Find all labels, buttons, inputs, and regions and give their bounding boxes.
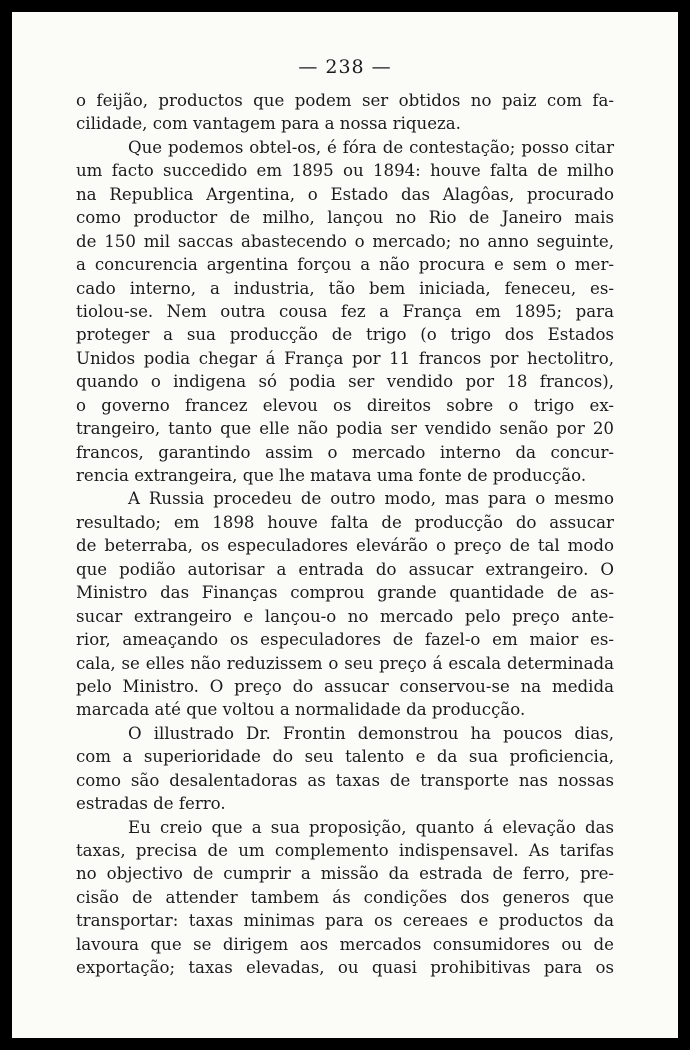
text-line: com a superioridade do seu talento e da sua proficiencia, bbox=[76, 747, 614, 767]
text-line: estradas de ferro. bbox=[76, 794, 226, 814]
text-line: a concurencia argentina forçou a não procura e sem o mer- bbox=[76, 255, 614, 275]
text-line: cala, se elles não reduzissem o seu preço á escala determinada bbox=[76, 653, 614, 673]
text-line: rior, ameaçando os especuladores de fazel-o em maior es- bbox=[76, 630, 614, 650]
text-line: rencia extrangeira, que lhe matava uma fonte de producção. bbox=[76, 466, 587, 485]
page-number: — 238 — bbox=[298, 56, 392, 78]
text-line: marcada até que voltou a normalidade da producção. bbox=[76, 700, 526, 720]
text-line: exportação; taxas elevadas, ou quasi prohibitivas para os bbox=[76, 958, 614, 978]
text-line: o governo francez elevou os direitos sobre o trigo ex- bbox=[76, 395, 614, 415]
text-line: cilidade, com vantagem para a nossa riqueza. bbox=[76, 114, 461, 134]
text-line: um facto succedido em 1895 ou 1894: houve falta de milho bbox=[76, 161, 614, 181]
text-line: resultado; em 1898 houve falta de producção do assucar bbox=[76, 512, 614, 532]
text-line: Ministro das Finanças comprou grande quantidade de as- bbox=[76, 583, 614, 603]
text-line: de beterraba, os especuladores elevárão o preço de tal modo bbox=[76, 536, 614, 556]
text-line: que podião autorisar a entrada do assucar extrangeiro. O bbox=[76, 559, 614, 579]
text-line: transportar: taxas minimas para os cereaes e productos da bbox=[76, 911, 614, 931]
text-line: taxas, precisa de um complemento indispensavel. As tarifas bbox=[76, 841, 614, 860]
text-line: trangeiro, tanto que elle não podia ser vendido senão por 20 bbox=[76, 419, 614, 439]
text-line: pelo Ministro. O preço do assucar conservou-se na medida bbox=[76, 676, 614, 696]
text-line: sucar extrangeiro e lançou-o no mercado pelo preço ante- bbox=[76, 606, 614, 626]
text-line: cado interno, a industria, tão bem iniciada, feneceu, es- bbox=[76, 278, 614, 298]
text-line: francos, garantindo assim o mercado interno da concur- bbox=[76, 442, 614, 462]
text-line: na Republica Argentina, o Estado das Alagôas, procurado bbox=[76, 184, 614, 204]
text-line: como productor de milho, lançou no Rio de Janeiro mais bbox=[76, 208, 614, 228]
text-line: Eu creio que a sua proposição, quanto á elevação das bbox=[128, 817, 614, 837]
body-text bbox=[76, 89, 614, 980]
text-line: de 150 mil saccas abastecendo o mercado; no anno seguinte, bbox=[76, 231, 614, 251]
text-line: como são desalentadoras as taxas de transporte nas nossas bbox=[76, 770, 614, 790]
text-line: O illustrado Dr. Frontin demonstrou ha poucos dias, bbox=[128, 723, 614, 743]
text-line: o feijão, productos que podem ser obtidos no paiz com fa- bbox=[76, 91, 614, 110]
book-page bbox=[12, 12, 678, 1038]
text-line: quando o indigena só podia ser vendido por 18 francos), bbox=[76, 372, 614, 392]
text-line: Unidos podia chegar á França por 11 francos por hectolitro, bbox=[76, 348, 614, 368]
text-line: Que podemos obtel-os, é fóra de contestação; posso citar bbox=[128, 137, 614, 157]
text-line: lavoura que se dirigem aos mercados consumidores ou de bbox=[76, 934, 614, 954]
text-line: tiolou-se. Nem outra cousa fez a França em 1895; para bbox=[76, 301, 614, 321]
text-line: A Russia procedeu de outro modo, mas para o mesmo bbox=[128, 489, 614, 509]
text-line: proteger a sua producção de trigo (o trigo dos Estados bbox=[76, 325, 614, 345]
text-line: no objectivo de cumprir a missão da estrada de ferro, pre- bbox=[76, 864, 614, 884]
text-line: cisão de attender tambem ás condições dos generos que bbox=[76, 887, 614, 907]
